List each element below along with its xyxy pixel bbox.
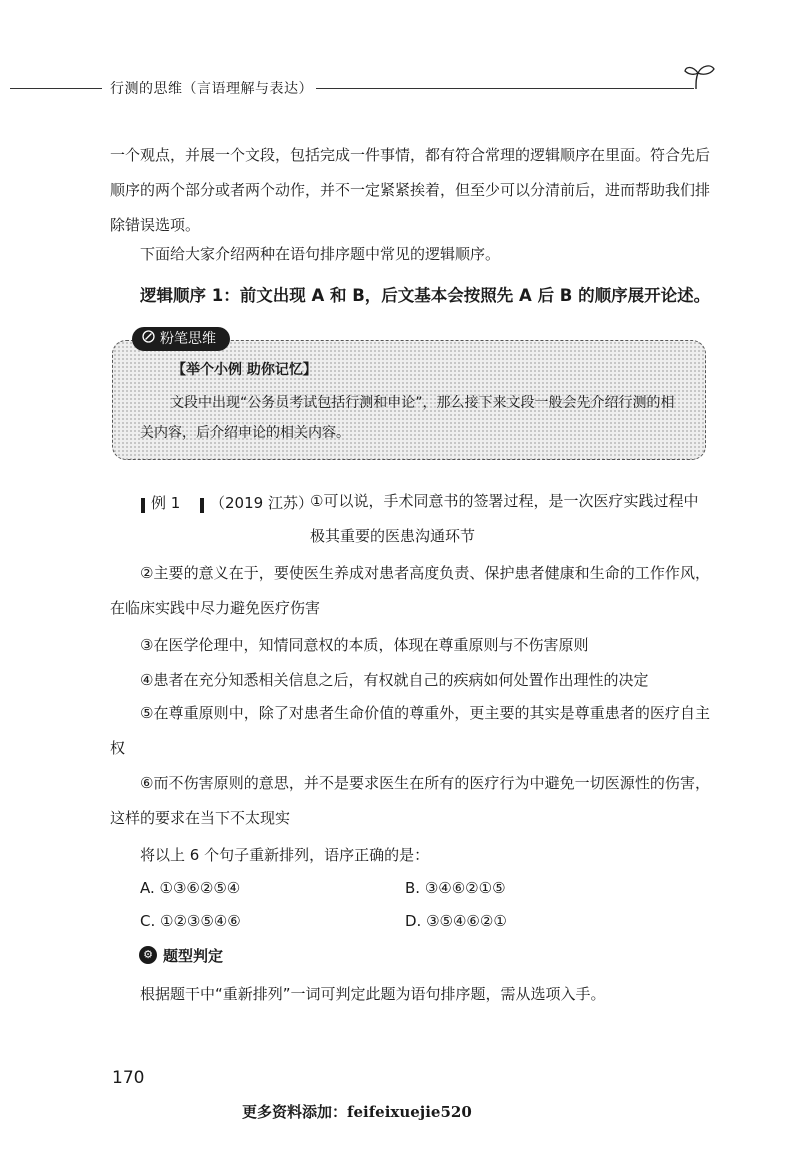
sentence-3: ③在医学伦理中，知情同意权的本质，体现在尊重原则与不伤害原则: [140, 636, 589, 654]
option-c[interactable]: C. ①②③⑤④⑥: [140, 912, 241, 930]
sentence-1: ①可以说，手术同意书的签署过程，是一次医疗实践过程中极其重要的医患沟通环节: [310, 492, 699, 545]
page-number: 170: [112, 1068, 145, 1088]
sentence-4: ④患者在充分知悉相关信息之后，有权就自己的疾病如何处置作出理性的决定: [140, 671, 649, 689]
sprout-icon: [683, 62, 717, 92]
header-rule-right: [316, 88, 694, 89]
header-rule-left: [10, 88, 102, 89]
sentence-6: ⑥而不伤害原则的意思，并不是要求医生在所有的医疗行为中避免一切医源性的伤害，这样的要求在当下不太现实: [110, 774, 710, 827]
running-header: 行测的思维（言语理解与表达）: [110, 81, 313, 97]
option-a[interactable]: A. ①③⑥②⑤④: [140, 879, 241, 897]
question-prompt: 将以上 6 个句子重新排列，语序正确的是：: [140, 846, 430, 864]
section-text: 根据题干中“重新排列”一词可判定此题为语句排序题，需从选项入手。: [140, 985, 606, 1003]
option-b[interactable]: B. ③④⑥②①⑤: [405, 879, 506, 897]
pen-icon: [142, 327, 155, 351]
footer-note: 更多资料添加：feifeixuejie520: [242, 1103, 472, 1121]
example-mark-left: [141, 498, 145, 513]
sentence-1-start: [310, 484, 710, 554]
tip-subtitle: 【举个小例 助你记忆】: [172, 362, 317, 378]
sentence-2: ②主要的意义在于，要使医生养成对患者高度负责、保护患者健康和生命的工作作风，在临床实践中尽力避免医疗伤害: [110, 564, 710, 617]
tip-badge: [132, 327, 230, 351]
option-d[interactable]: D. ③⑤④⑥②①: [405, 912, 507, 930]
tip-text: 文段中出现“公务员考试包括行测和申论”，那么接下来文段一般会先介绍行测的相关内容，后介绍申论的相关内容。: [140, 395, 675, 441]
gear-icon: ⚙: [139, 946, 157, 964]
section-title: 题型判定: [163, 947, 224, 965]
tip-badge-label: 粉笔思维: [160, 331, 216, 347]
example-mark-right: [200, 498, 204, 513]
logic-order-heading: 逻辑顺序 1：前文出现 A 和 B，后文基本会按照先 A 后 B 的顺序展开论述。: [140, 286, 711, 305]
intro-paragraph-2: 下面给大家介绍两种在语句排序题中常见的逻辑顺序。: [140, 245, 501, 263]
example-label: 例 1: [151, 494, 181, 512]
intro-paragraph: 一个观点，并展一个文段，包括完成一件事情，都有符合常理的逻辑顺序在里面。符合先后顺序的两个部分或者两个动作，并不一定紧紧挨着，但至少可以分清前后，进而帮助我们排除错误选项。: [110, 146, 711, 234]
sentence-5: ⑤在尊重原则中，除了对患者生命价值的尊重外，更主要的其实是尊重患者的医疗自主权: [110, 704, 710, 757]
example-source: （2019 江苏）: [210, 494, 313, 512]
